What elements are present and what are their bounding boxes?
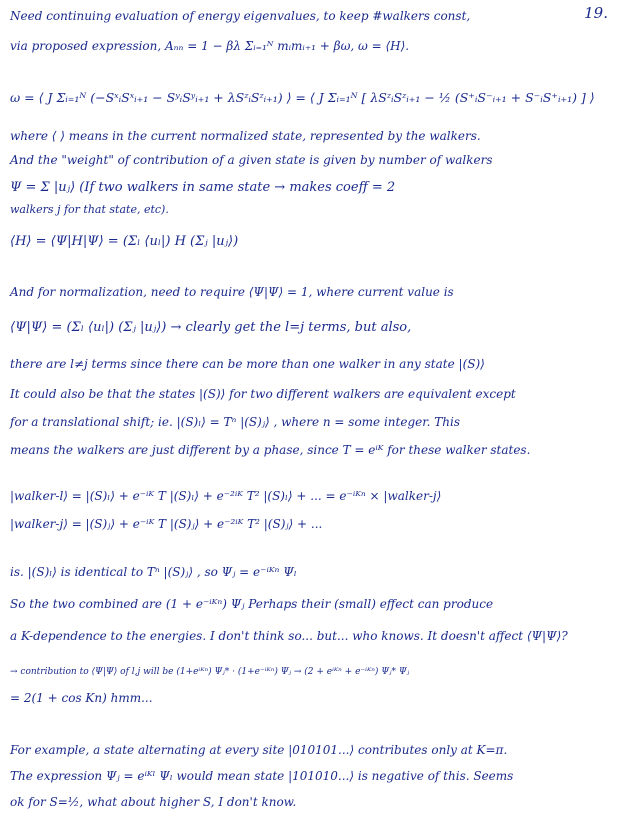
- equation-H-expectation: ⟨H⟩ = ⟨Ψ|H|Ψ⟩ = (Σₗ ⟨uₗ|) H (Σⱼ |uⱼ⟩): [10, 234, 239, 249]
- text-line-19: a K-dependence to the energies. I don't think so... but... who knows. It doesn't affect ⟨Ψ|Ψ⟩?: [10, 629, 568, 643]
- text-line-2: via proposed expression, Aₙₙ = 1 − βλ Σᵢ₌₁ᴺ mᵢmᵢ₊₁ + βω, ω = ⟨H⟩.: [10, 39, 410, 53]
- text-line-18: So the two combined are (1 + e⁻ⁱᴷⁿ) Ψⱼ Perhaps their (small) effect can produce: [10, 597, 494, 611]
- text-line-12: It could also be that the states |(S)⟩ for two different walkers are equivalent except: [10, 387, 516, 401]
- text-line-17: is. |(S)ₗ⟩ is identical to Tⁿ |(S)ⱼ⟩ , so Ψⱼ = e⁻ⁱᴷⁿ Ψₗ: [10, 565, 297, 579]
- equation-omega: ω = ⟨ J Σᵢ₌₁ᴺ (−SˣᵢSˣᵢ₊₁ − SʸᵢSʸᵢ₊₁ + λSᶻᵢSᶻᵢ₊₁) ⟩ = ⟨ J Σᵢ₌₁ᴺ [ λSᶻᵢSᶻᵢ₊₁ − ½ (S⁺ᵢS⁻ᵢ₊₁ + S⁻ᵢS⁺ᵢ₊₁) ] ⟩: [10, 90, 595, 105]
- text-line-7: walkers j for that state, etc).: [10, 203, 169, 216]
- equation-contribution: → contribution to ⟨Ψ|Ψ⟩ of l,j will be (1+eⁱᴷⁿ) Ψⱼ* · (1+e⁻ⁱᴷⁿ) Ψⱼ → (2 + eⁱᴷⁿ + e⁻ⁱᴷⁿ) Ψⱼ* Ψⱼ: [10, 667, 410, 677]
- text-line-23: The expression Ψⱼ = eⁱᴷˡ Ψₗ would mean state |101010...⟩ is negative of this. Seems: [10, 769, 514, 783]
- text-line-22: For example, a state alternating at every site |010101...⟩ contributes only at K=π.: [10, 743, 508, 757]
- equation-walker-l: |walker-l⟩ = |(S)ₗ⟩ + e⁻ⁱᴷ T |(S)ₗ⟩ + e⁻²ⁱᴷ T² |(S)ₗ⟩ + ... = e⁻ⁱᴷⁿ × |walker-j⟩: [10, 489, 442, 503]
- page-number: 19.: [584, 4, 608, 22]
- text-line-1: Need continuing evaluation of energy eigenvalues, to keep #walkers const,: [10, 9, 471, 23]
- equation-cos: = 2(1 + cos Kn) hmm...: [10, 691, 153, 705]
- equation-psi: Ψ = Σ |uⱼ⟩ (If two walkers in same state → makes coeff = 2: [10, 180, 396, 195]
- text-line-9: And for normalization, need to require ⟨Ψ|Ψ⟩ = 1, where current value is: [10, 285, 454, 299]
- text-line-4: where ⟨ ⟩ means in the current normalized state, represented by the walkers.: [10, 129, 481, 143]
- text-line-5: And the "weight" of contribution of a given state is given by number of walkers: [10, 153, 493, 167]
- text-line-14: means the walkers are just different by a phase, since T = eⁱᴷ for these walker states.: [10, 443, 531, 457]
- text-line-11: there are l≠j terms since there can be more than one walker in any state |(S)⟩: [10, 357, 485, 371]
- text-line-13: for a translational shift; ie. |(S)ₗ⟩ = Tⁿ |(S)ⱼ⟩ , where n = some integer. This: [10, 415, 461, 429]
- equation-norm: ⟨Ψ|Ψ⟩ = (Σₗ ⟨uₗ|) (Σⱼ |uⱼ⟩) → clearly get the l=j terms, but also,: [10, 320, 412, 335]
- equation-walker-j: |walker-j⟩ = |(S)ⱼ⟩ + e⁻ⁱᴷ T |(S)ⱼ⟩ + e⁻²ⁱᴷ T² |(S)ⱼ⟩ + ...: [10, 517, 323, 531]
- text-line-24: ok for S=½, what about higher S, I don't know.: [10, 795, 297, 809]
